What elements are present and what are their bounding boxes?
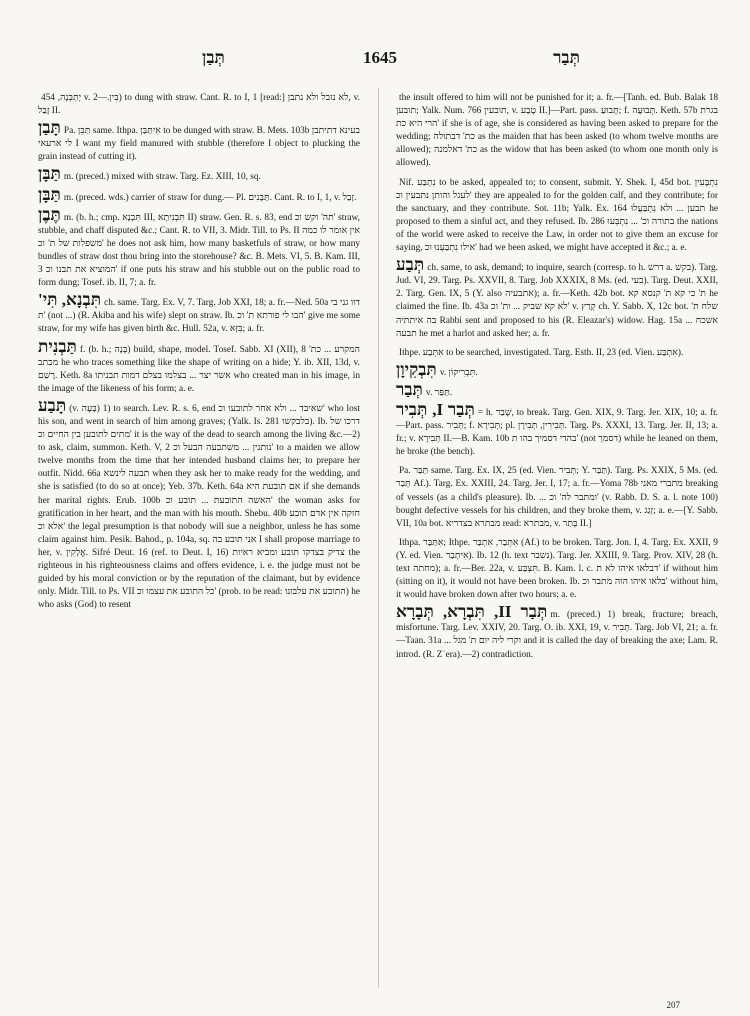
entry-headword: תַּבְנִית xyxy=(38,336,77,356)
entry-headword: תְּבַר xyxy=(396,379,423,399)
dictionary-entry xyxy=(396,379,718,400)
dictionary-entry xyxy=(38,184,360,205)
entry-text: m. (preced. wds.) carrier of straw for dung.— Pl. תַּבָּנִים. Cant. R. to I, 1, v. זָבַל. xyxy=(63,192,357,203)
running-header xyxy=(70,48,690,74)
dictionary-entry xyxy=(38,120,360,164)
dictionary-entry xyxy=(38,395,360,613)
entry-text: m. (preced.) 1) break, fracture; breach, misfortune. Targ. Lev. XXIV, 20. Targ. O. ib. XXI, 19, v. תְּבִיר. Targ. Job VI, 21; a. fr.—Taan. 31a ... וקרי ליה יום ת' מגל and it is called the day of breaking the axe; Lam. R. introd. (R. Zʿera).—2) contradiction. xyxy=(396,610,718,660)
entry-text: Ithpe. אִתְּבַע to be searched, investigated. Targ. Esth. II, 23 (ed. Vien. אִתְבַּע). xyxy=(399,347,684,358)
entry-text: f. (b. h.; בָּנָה) build, shape, model. Tosef. Sabb. XI (XII), 8 המקרע ... כת' מכתב he who traces something like the shape of writing on a hide; Y. ib. XII, 13d, v. רָשַׁם. Keth. 8a אשר יצר ... בצלמו בצלם דמות תבניתו who created man in his image, in the image of the likeness of his form; a. e. xyxy=(38,344,360,394)
entry-text: the insult offered to him will not be punished for it; a. fr.—[Tanh. ed. Bub. Balak 18 תובען; Yalk. Num. 766 תובעין, v. טָבַע II.]—Part. pass. תָּבוּעַ; f. תְּבוּעָה. Keth. 57b בגרת הרי היא כת' if she is of age, she is considered as having been asked to prepare for the wedding; כת' דבתולה as the maiden that has been asked (to whom twelve months are allowed); כת' דאלמנה as the widow that has been asked (to whom one month only is allowed). xyxy=(396,93,718,169)
entry-text: Nif. נִתְבַּע to be asked, appealed to; to consent, submit. Y. Shek. I, 45d bot. נִתְבָּעִין לעגל והותן נתבעין וכ' they are appealed to for the golden calf, and they contribute; for the sanctuary, and they contribute. Sot. 11b; Yalk. Ex. 164 תבען ... ולא נִתְבַּעֲלוּ he proposed to them a sinful act, and they refused. Ib. 286 בתורה וכ' ... נִתְבְּעוּ the nations of the world were asked to receive the Law, in order not to give them an excuse for saying, אילו נִתְבַּעְנוּ וכ' had we been asked, we might have accepted it &c.; a. e. xyxy=(396,177,718,254)
entry-text: Pa. תַּבֵּן same. Ithpa. אִיתַּבַּן to be dunged with straw. B. Mets. 103b בעינא דתיתבן לי ארעאי I want my field manured with stubble (therefore I object to plucking the grain instead of cutting it). xyxy=(38,126,360,163)
entry-headword: תְּבַר II, תִּבְרָא, תְּבָרָא xyxy=(396,602,548,622)
dictionary-entry xyxy=(396,257,718,341)
dictionary-entry xyxy=(38,204,360,291)
entry-headword: תַּבָּן xyxy=(38,164,61,184)
dictionary-entry xyxy=(396,88,718,171)
dictionary-entry xyxy=(396,399,718,459)
entry-headword: תַּבָּן xyxy=(38,184,61,204)
entry-text: v. תַּפַּר. xyxy=(425,387,453,398)
entry-text: m. (preced.) mixed with straw. Targ. Ez. XIII, 10, sq. xyxy=(63,172,261,183)
entry-headword: תְּבַע xyxy=(396,255,425,275)
entry-headword: תִּבְנָא, תִּי' xyxy=(38,290,102,310)
entry-text: ch. same. Targ. Ex. V, 7. Targ. Job XXI, 18; a. fr.—Ned. 50a דוו גני בי ת' (not ...) (R. Akiba and his wife) slept on straw. Ib. הבו לי פורתא ת' וכ' give me some straw, for my wife has given birth &c. Hull. 52a, v. בִּזָּא; a. fr. xyxy=(38,298,360,335)
entry-text: (v. בָּעָה) 1) to search. Lev. R. s. 6, end שאיבד ... ולא אחר לתובעו וכ' who lost his son, and went in search of him among graves; (Yalk. Is. 281 בלבקשו). Ib. דרכו של מתים לתובען בין החיים וכ' it is the way of the dead to search among the living &c.—2) to ask, claim, summon. Keth. V, 2 נותנין ... משתבעה הבעל וכ' to a maiden we allow twelve months from the time that her intended husband claims her, to prepare her outfit. Nidd. 66a תבעה לינשא when they ask her to make ready for the wedding, and she is satisfied (to do so at once); Yeb. 37b. Keth. 64a אם תובעת היא if she demands her marital rights. Erub. 100b האשה התובעת ... תובע וכ' the woman asks for gratification in her heart, and the man with his mouth. Shebu. 40b חזקה אין אדם תובע אלא וכ' the legal presumption is that nobody will sue a neighbor, unless he has some claim against him. Pesik. Bahod., p. 104a, sq. אני תובע בה I shall propose marriage to her, v. אֱלָקִין. Sifré Deut. 16 (ref. to Deut. I, 16) צדיק בצדקו תובע ומביא ראיות the righteous in his righteousness claims and offers evidence, i. e. the judge must not be guided by his moral conviction or by the reputation of the claimant, but by evidence only. Midr. Till. to Ps. VII כל התובע את עצמו וכ' (prob. to be read: התובע את עלבונו) he who asks (God) to resent xyxy=(38,403,360,611)
entry-text: Ithpa. אִתַּבַּר; Ithpe. אִתְּבַר, אִתְבַּר (Af.) to be broken. Targ. Jon. I, 4. Targ. Ex. XXII, 9 (Y. ed. Vien. אִיתְבַר). Ib. 12 (h. text נשבר). Targ. Jer. XXIII, 9. Targ. Prov. XIV, 28 (h. text מחתה); a. fr.—Ber. 22a, v. תִּצְבַּע. B. Kam. l. c. דבלאו איהו לא ת' if without him (sitting on it), it would not have been broken. Ib. בלאו איהו הוה מתבר וכ' without him, it would have broken down after two hours; a. e. xyxy=(396,537,718,601)
dictionary-entry xyxy=(396,604,718,661)
page-number: 1645 xyxy=(363,48,397,67)
entry-headword: תָּבַע xyxy=(38,395,67,415)
dictionary-entry xyxy=(396,173,718,256)
entry-headword: תִּבְקִיוָן xyxy=(396,359,437,379)
dictionary-entry xyxy=(396,461,718,530)
dictionary-entry xyxy=(396,343,718,360)
dictionary-entry xyxy=(396,533,718,602)
left-column xyxy=(38,88,360,988)
dictionary-entry xyxy=(38,88,360,118)
entry-text: ch. same, to ask, demand; to inquire, search (corresp. to h. דרש a. בקש). Targ. Jud. VI, 29. Targ. Ps. XXVII, 8. Targ. Job XXXIX, 8 Ms. (ed. בעי). Targ. Deut. XXII, 2. Targ. Gen. IX, 5 (Y. also אתבעיה); a. fr.—Keth. 42b bot. ת' כי קא ת' קנסא קא he claimed the fine. Ib. 43a לא קא שביק ... ות' וכ' v. קְרַץ ch. Y. Sabb. X, 12c bot. שלח ת' בה איתתיה Rabbi sent and proposed to his (R. Eleazar's) widow. Hag. 15a ... אשכח תבעה he met a harlot and asked her; a. fr. xyxy=(396,263,718,339)
entry-text: v. תִּבְרִיקוֹן. xyxy=(439,367,478,378)
signature-mark: 207 xyxy=(666,1000,680,1010)
right-column xyxy=(396,88,718,988)
entry-text: = h. שָׁבַר, to break. Targ. Gen. XIX, 9. Targ. Jer. XIX, 10; a. fr.—Part. pass. תְּבִיר; f. תְּבִירָא; pl. תְּבִירִין, תְּבִירָן. Targ. Ps. XXXI, 13. Targ. Jer. II, 13; a. fr.; v. תְּבִירָא II.—B. Kam. 10b בהדי דסמיך בהו ת' (not דסמך) while he leaned on them, he broke (the bench). xyxy=(396,407,718,458)
dictionary-entry xyxy=(38,166,360,184)
entry-headword: תְּבַר I, תְּבִיר xyxy=(396,399,475,419)
dictionary-entry xyxy=(396,359,718,380)
dictionary-entry xyxy=(38,292,360,336)
header-right-word: תְּבַר xyxy=(553,48,580,67)
entry-headword: תָּבַן xyxy=(38,118,61,138)
header-left-word: תְּבַן xyxy=(202,48,225,67)
column-divider xyxy=(378,88,379,988)
entry-text: 454 ,יָתְבְּנָה v. בִּין.—2) to dung with straw. Cant. R. to I, 1 [read:] לא נזבל ולא נתבן, v. זָבַל II. xyxy=(38,93,360,117)
entry-text: Pa. תַּבַּר same. Targ. Ex. IX, 25 (ed. Vien. תְּבִיר; Y. תַּבַּר). Targ. Ps. XXIX, 5 Ms. (ed. תְּבַר Af.). Targ. Ex. XXIII, 24. Targ. Jer. I, 17; a. fr.—Yoma 78b מתברי מאני breaking of vessels (as a child's pleasure). Ib. ... ומתבר לה' וכ' (v. Rabb. D. S. a. l. note 100) bought defective vessels for his children, and they broke them, v. זְגַג; a. e.—[Y. Sabb. VII, 10a bot. מבתרא בצדריא read: מבתרא, v. בְּתַר II.] xyxy=(396,466,718,529)
dictionary-entry xyxy=(38,336,360,396)
entry-headword: תֶּבֶן xyxy=(38,204,61,224)
entry-text: m. (b. h.; cmp. תִּבְנָא III, תִּבְנִיתָא II) straw. Gen. R. s. 83, end תה' וקש וכ' straw, stubble, and chaff disputed &c.; Cant. R. to VII, 3. Midr. Till. to Ps. II אין אומר לו כמה משפלות של ת' וכ' he does not ask him, how many basketfuls of straw, or how many bundles of straw dost thou bring into the storehouse? &c. B. Mets. VI, 5. B. Kam. III, 3 המוציא את תבנו וכ' if one puts his straw and his stubble out on the public road to form dung; Tosef. ib. II, 7; a. fr. xyxy=(38,212,360,289)
